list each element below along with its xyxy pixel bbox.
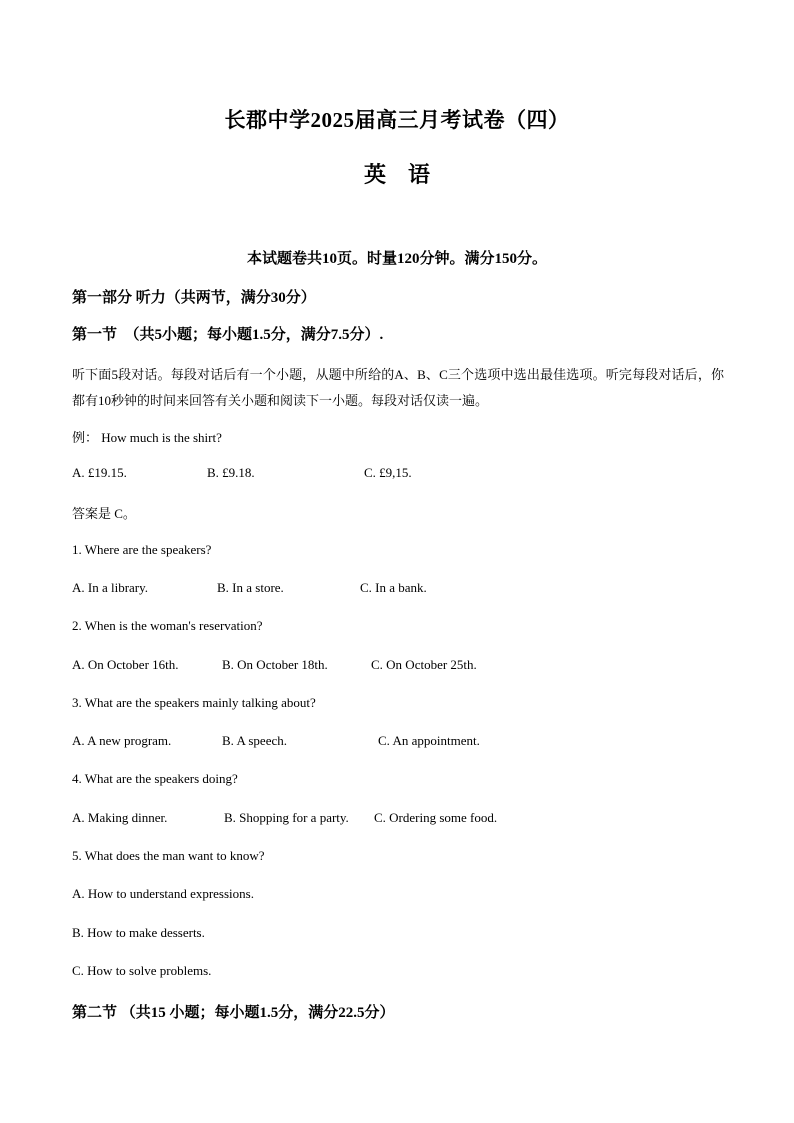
q3-option-b: B. A speech. bbox=[222, 733, 287, 748]
section1-heading: 第一节 （共5小题；每小题1.5分，满分7.5分）. bbox=[72, 327, 384, 343]
q1-option-b: B. In a store. bbox=[217, 580, 284, 595]
part1-heading: 第一部分 听力（共两节，满分30分） bbox=[72, 290, 316, 306]
q5-option-b: B. How to make desserts. bbox=[72, 925, 205, 940]
q5-option-c: C. How to solve problems. bbox=[72, 963, 212, 978]
example-question: 例： How much is the shirt? bbox=[72, 430, 222, 445]
q5-option-a: A. How to understand expressions. bbox=[72, 886, 254, 901]
question-4: 4. What are the speakers doing? bbox=[72, 771, 238, 786]
exam-info: 本试题卷共10页。时量120分钟。满分150分。 bbox=[246, 251, 547, 267]
q4-option-b: B. Shopping for a party. bbox=[224, 810, 349, 825]
q1-option-a: A. In a library. bbox=[72, 580, 149, 595]
q2-option-b: B. On October 18th. bbox=[222, 657, 328, 672]
example-option-a: A. £19.15. bbox=[72, 465, 127, 480]
q2-option-c: C. On October 25th. bbox=[371, 657, 477, 672]
example-option-c: C. £9,15. bbox=[364, 465, 412, 480]
question-2: 2. When is the woman's reservation? bbox=[72, 618, 263, 633]
question-5: 5. What does the man want to know? bbox=[72, 848, 265, 863]
question-3: 3. What are the speakers mainly talking about? bbox=[72, 695, 316, 710]
listening-instructions: 听下面5段对话。每段对话后有一个小题，从题中所给的A、B、C三个选项中选出最佳选项。听完每段对话后，你都有10秒钟的时间来回答有关小题和阅读下一小题。每段对话仅读一遍。 bbox=[72, 367, 724, 408]
example-answer: 答案是 C。 bbox=[72, 506, 136, 521]
question-1: 1. Where are the speakers? bbox=[72, 542, 212, 557]
q3-option-a: A. A new program. bbox=[72, 733, 172, 748]
subject-title: 英 语 bbox=[363, 162, 430, 187]
example-option-b: B. £9.18. bbox=[207, 465, 255, 480]
q4-option-c: C. Ordering some food. bbox=[374, 810, 498, 825]
q1-option-c: C. In a bank. bbox=[360, 580, 427, 595]
exam-title: 长郡中学2025届高三月考试卷（四） bbox=[224, 108, 570, 132]
section2-heading: 第二节 （共15 小题；每小题1.5分，满分22.5分） bbox=[72, 1005, 395, 1021]
q3-option-c: C. An appointment. bbox=[378, 733, 480, 748]
q4-option-a: A. Making dinner. bbox=[72, 810, 168, 825]
q2-option-a: A. On October 16th. bbox=[72, 657, 179, 672]
